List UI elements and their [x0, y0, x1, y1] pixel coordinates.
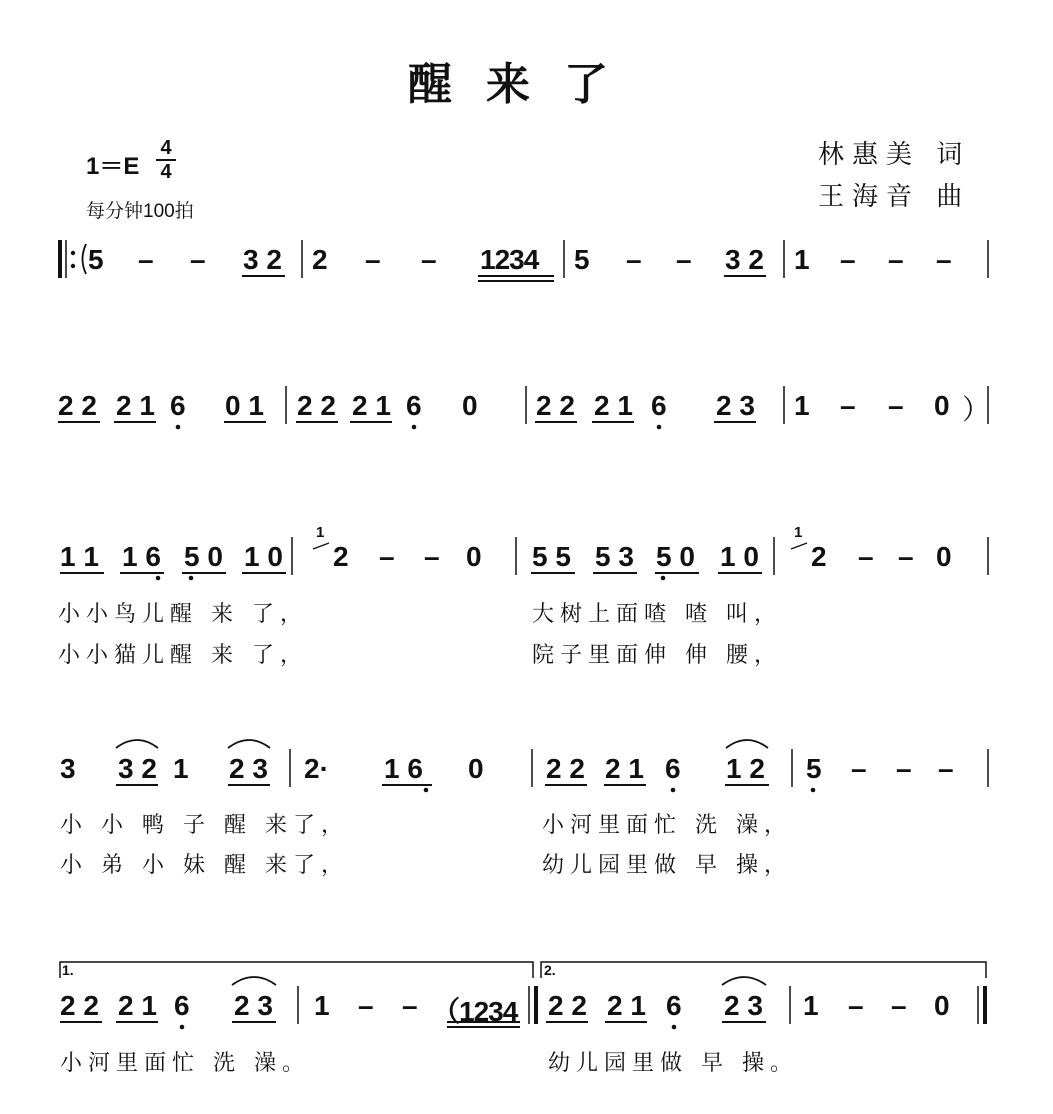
low-octave-dot — [412, 425, 417, 430]
note: 2 1 — [594, 390, 633, 421]
note: – — [891, 990, 907, 1021]
first-ending-label: 1. — [62, 962, 74, 978]
note: 2 2 — [536, 390, 575, 421]
low-octave-dot — [657, 425, 662, 430]
note: 6 — [651, 390, 667, 421]
second-ending-bracket — [541, 962, 986, 978]
note: 6 — [666, 990, 682, 1021]
note: 2 1 — [352, 390, 391, 421]
note: – — [888, 244, 904, 275]
note: 5 3 — [595, 541, 634, 572]
note: 1 — [173, 753, 189, 784]
close-parenthesis: ） — [962, 394, 991, 425]
note: – — [851, 753, 867, 784]
tie — [722, 977, 766, 985]
note: – — [626, 244, 642, 275]
note: 1 0 — [720, 541, 759, 572]
note: – — [888, 390, 904, 421]
note: 1 2 — [726, 753, 765, 784]
note: – — [365, 244, 381, 275]
repeat-dot — [71, 251, 75, 255]
note: 5 — [806, 753, 822, 784]
open-parenthesis — [83, 244, 87, 274]
tie — [228, 740, 270, 748]
note: 3 2 — [243, 244, 282, 275]
low-octave-dot — [672, 1025, 677, 1030]
low-octave-dot — [189, 576, 194, 581]
note: – — [138, 244, 154, 275]
note: 2 2 — [546, 753, 585, 784]
note: 2 1 — [118, 990, 157, 1021]
low-octave-dot — [176, 425, 181, 430]
lyric-line: 小河里面忙 洗 澡。 — [60, 1051, 310, 1076]
note: 5 0 — [656, 541, 695, 572]
note: – — [358, 990, 374, 1021]
note: 1 — [314, 990, 330, 1021]
note: 2 — [811, 541, 827, 572]
note: 1 0 — [244, 541, 283, 572]
note: – — [402, 990, 418, 1021]
note: – — [840, 390, 856, 421]
note: 0 — [934, 990, 950, 1021]
note: 2 2 — [548, 990, 587, 1021]
lyricist-credit: 林惠美 词 — [818, 140, 971, 170]
note: 1234 — [480, 244, 539, 275]
note: – — [858, 541, 874, 572]
note: – — [421, 244, 437, 275]
note: – — [936, 244, 952, 275]
low-octave-dot — [156, 576, 161, 581]
composer-credit: 王海音 曲 — [818, 182, 971, 212]
note: 6 — [406, 390, 422, 421]
lyric-line: 幼儿园里做 早 操。 — [548, 1051, 798, 1076]
repeat-dot — [71, 264, 75, 268]
note: 1 — [803, 990, 819, 1021]
note: 5 — [574, 244, 590, 275]
note: 2 2 — [58, 390, 97, 421]
note: – — [424, 541, 440, 572]
lyric-line: 幼儿园里做 早 操， — [542, 853, 792, 878]
lyric-line: 小 弟 小 妹 醒 来了， — [60, 853, 349, 878]
grace-note: 1 — [316, 524, 325, 541]
note: 1 6 — [384, 753, 423, 784]
note: 0 1 — [225, 390, 264, 421]
note: 2 3 — [716, 390, 755, 421]
note: 1 — [794, 244, 810, 275]
note: 0 — [468, 753, 484, 784]
grace-note: 1 — [794, 524, 803, 541]
note: – — [676, 244, 692, 275]
note: – — [379, 541, 395, 572]
note: – — [840, 244, 856, 275]
lyric-line: 院子里面伸 伸 腰， — [532, 643, 782, 668]
note: 1 6 — [122, 541, 161, 572]
note: 2 1 — [605, 753, 644, 784]
grace-slash — [791, 543, 807, 549]
key-signature: 1＝E — [86, 153, 140, 180]
lyric-line: 大树上面喳 喳 叫， — [532, 602, 782, 627]
lyric-line: 小小鸟儿醒 来 了， — [58, 602, 308, 627]
low-octave-dot — [180, 1025, 185, 1030]
lyric-line: 小河里面忙 洗 澡， — [542, 813, 792, 838]
note: 2 1 — [116, 390, 155, 421]
low-octave-dot — [811, 788, 816, 793]
note: 2 — [312, 244, 328, 275]
tempo-marking: 每分钟100拍 — [86, 201, 194, 222]
first-ending-bracket — [60, 962, 533, 978]
note: 1 — [794, 390, 810, 421]
note: 2· — [304, 753, 329, 784]
note: – — [938, 753, 954, 784]
note: 6 — [174, 990, 190, 1021]
note: 6 — [665, 753, 681, 784]
note: 3 2 — [118, 753, 157, 784]
note: 5 0 — [184, 541, 223, 572]
note: 1 1 — [60, 541, 99, 572]
note: 6 — [170, 390, 186, 421]
lyric-line: 小小猫儿醒 来 了， — [58, 643, 308, 668]
time-signature-top: 4 — [160, 137, 172, 159]
time-signature-bottom: 4 — [160, 161, 172, 183]
note: 0 — [936, 541, 952, 572]
low-octave-dot — [671, 788, 676, 793]
note: 2 3 — [234, 990, 273, 1021]
note: 2 3 — [229, 753, 268, 784]
tie — [726, 740, 768, 748]
second-ending-label: 2. — [544, 962, 556, 978]
note: 2 — [333, 541, 349, 572]
song-title: 醒来了 — [408, 59, 642, 110]
note: 3 — [60, 753, 76, 784]
note: 0 — [934, 390, 950, 421]
note: 5 5 — [532, 541, 571, 572]
note: 2 3 — [724, 990, 763, 1021]
note: 2 2 — [60, 990, 99, 1021]
low-octave-dot — [424, 788, 429, 793]
note: – — [190, 244, 206, 275]
note: – — [898, 541, 914, 572]
note: 0 — [466, 541, 482, 572]
note: 2 1 — [607, 990, 646, 1021]
low-octave-dot — [661, 576, 666, 581]
note: – — [848, 990, 864, 1021]
grace-slash — [313, 543, 329, 549]
note: （1234 — [432, 996, 518, 1027]
tie — [116, 740, 158, 748]
note: – — [896, 753, 912, 784]
lyric-line: 小 小 鸭 子 醒 来了， — [60, 813, 349, 838]
note: 2 2 — [297, 390, 336, 421]
note: 3 2 — [725, 244, 764, 275]
note: 0 — [462, 390, 478, 421]
note: 5 — [88, 244, 104, 275]
tie — [232, 977, 276, 985]
